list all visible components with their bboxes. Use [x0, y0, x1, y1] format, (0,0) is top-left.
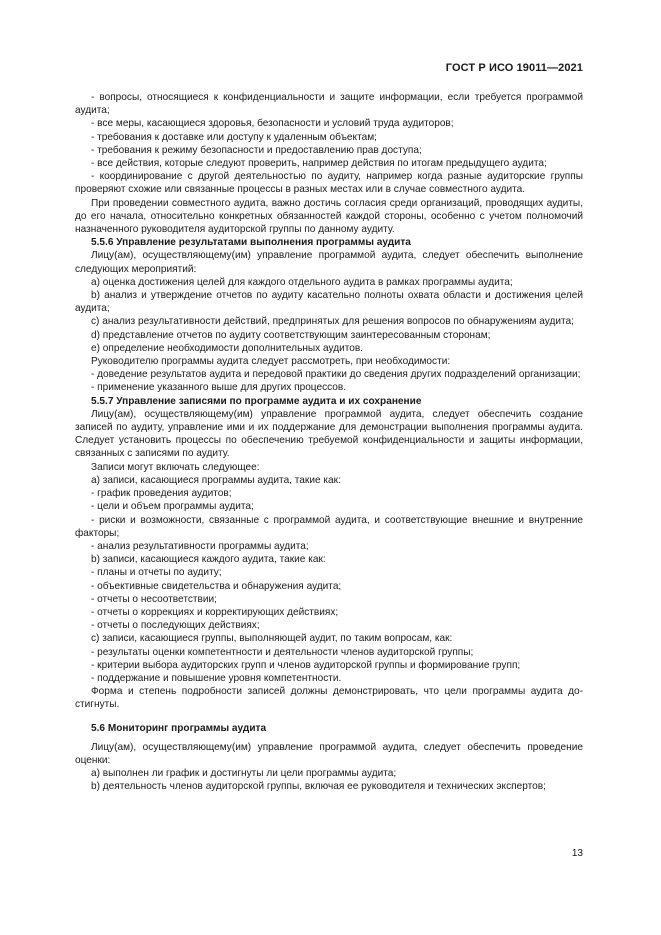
- list-item: e) определение необходимости дополнительных аудитов.: [91, 342, 364, 354]
- list-item: - планы и отчеты по аудиту;: [91, 567, 222, 579]
- list-item: - график проведения аудитов;: [91, 488, 232, 500]
- section-heading-5-5-6: 5.5.6 Управление результатами выполнения программы аудита: [91, 237, 411, 249]
- document-header: ГОСТ Р ИСО 19011—2021: [445, 62, 583, 74]
- list-item: - доведение результатов аудита и передовой практики до сведения других подразделений организации;: [91, 369, 581, 381]
- paragraph: - требования к доставке или доступу к удаленным объектам;: [91, 131, 377, 143]
- list-item: - анализ результативности программы аудита;: [91, 540, 309, 552]
- document-body: [75, 91, 583, 794]
- list-item: c) записи, касающиеся группы, выполняющей аудит, по таким вопросам, как:: [91, 633, 453, 645]
- list-item: - отчеты о несоответствии;: [91, 593, 217, 605]
- paragraph-group-d: [75, 741, 583, 794]
- paragraph: Записи могут включать следующее:: [91, 461, 260, 473]
- list-item: - результаты оценки компетентности и деятельности членов аудиторской группы;: [91, 646, 474, 658]
- paragraph: - координирование с другой деятельностью по аудиту, например когда разные аудиторские группы проверяют схожие или связанные процессы в разных местах или в случае совместного аудита.: [75, 171, 583, 196]
- paragraph: - вопросы, относящиеся к конфиденциальности и защите информации, если требуется программой аудита;: [75, 92, 583, 117]
- list-item: - объективные свидетельства и обнаружения аудита;: [91, 580, 342, 592]
- list-item: - поддержание и повышение уровня компетентности.: [91, 672, 342, 684]
- list-item: - цели и объем программы аудита;: [91, 501, 254, 513]
- paragraph-group-a: [75, 91, 583, 236]
- paragraph: - требования к режиму безопасности и предоставлению прав доступа;: [91, 144, 422, 156]
- section-heading-5-5-7: 5.5.7 Управление записями по программе аудита и их сохранение: [91, 395, 422, 407]
- paragraph: При проведении совместного аудита, важно достичь согласия среди организаций, проводящих аудиты, до его начала, относительно конкретных обязанностей каждой стороны, особенно с учетом полномочий назначенного руководителя аудиторской группы по данному аудиту.: [75, 197, 583, 236]
- list-item: - риски и возможности, связанные с программой аудита, и соответствующие внешние и внутренние факторы;: [75, 514, 583, 539]
- paragraph: Лицу(ам), осуществляющему(им) управление программой аудита, следует обеспечить выполнение следующих мероприятий:: [75, 250, 583, 275]
- paragraph: Форма и степень подробности записей должны демонстрировать, что цели программы аудита достигнуты.: [75, 686, 583, 711]
- list-item: d) представление отчетов по аудиту соответствующим заинтересованным сторонам;: [91, 329, 491, 341]
- paragraph: Лицу(ам), осуществляющему(им) управление программой аудита, следует обеспечить создание записей по аудиту, управление ими и их поддержание для демонстрации выполнения программы аудита. Следует установить процессы по обеспечению требуемой конфиденциальности и защиты информации, связанных с записями по аудиту.: [75, 408, 583, 460]
- paragraph: Руководителю программы аудита следует рассмотреть, при необходимости:: [91, 356, 451, 368]
- list-item: b) анализ и утверждение отчетов по аудиту касательно полноты охвата области и достижения целей аудита;: [75, 290, 583, 315]
- paragraph: - все действия, которые следуют проверить, например действия по итогам предыдущего аудита;: [91, 158, 547, 170]
- list-item: a) записи, касающиеся программы аудита, такие как:: [91, 474, 341, 486]
- paragraph-group-b: [75, 249, 583, 394]
- list-item: b) деятельность членов аудиторской группы, включая ее руководителя и технических экспертов;: [91, 781, 546, 793]
- list-item: a) выполнен ли график и достигнуты ли цели программы аудита;: [91, 768, 397, 780]
- section-heading-5-6: 5.6 Мониторинг программы аудита: [91, 722, 267, 734]
- list-item: c) анализ результативности действий, предпринятых для решения вопросов по обнаружениям аудита;: [91, 316, 574, 328]
- list-item: - отчеты о последующих действиях;: [91, 620, 260, 632]
- page-number: 13: [571, 848, 583, 859]
- paragraph-group-c: [75, 408, 583, 712]
- paragraph: - все меры, касающиеся здоровья, безопасности и условий труда аудиторов;: [91, 118, 454, 130]
- list-item: b) записи, касающиеся каждого аудита, такие как:: [91, 554, 326, 566]
- list-item: a) оценка достижения целей для каждого отдельного аудита в рамках программы аудита;: [91, 276, 513, 288]
- paragraph: Лицу(ам), осуществляющему(им) управление программой аудита, следует обеспечить проведение оценки:: [75, 741, 583, 766]
- list-item: - критерии выбора аудиторских групп и членов аудиторской группы и формирование групп;: [91, 659, 521, 671]
- list-item: - применение указанного выше для других процессов.: [91, 382, 347, 394]
- list-item: - отчеты о коррекциях и корректирующих действиях;: [91, 606, 339, 618]
